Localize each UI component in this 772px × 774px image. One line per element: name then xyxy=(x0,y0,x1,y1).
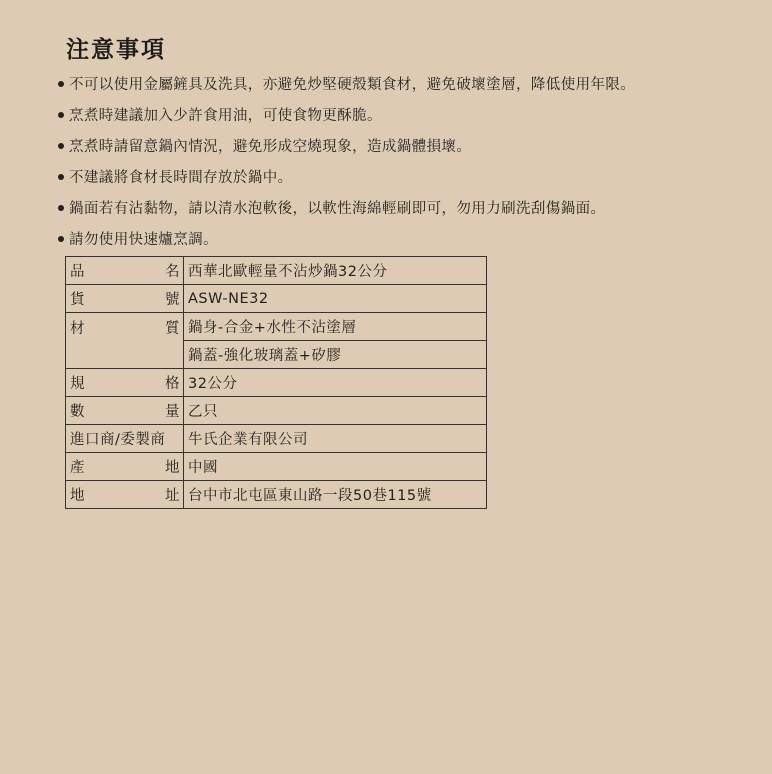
spec-value: ASW-NE32 xyxy=(184,285,487,313)
bullet-icon xyxy=(58,174,64,180)
notice-item xyxy=(55,99,635,130)
spec-value: 西華北歐輕量不沾炒鍋32公分 xyxy=(184,257,487,285)
bullet-icon xyxy=(58,205,64,211)
notice-item xyxy=(55,223,635,254)
spec-label xyxy=(66,257,184,285)
bullet-icon xyxy=(58,81,64,87)
spec-label-char: 格 xyxy=(165,376,180,392)
spec-label-char: 號 xyxy=(165,292,180,308)
notice-list xyxy=(55,68,635,254)
spec-label-char: 材 xyxy=(70,321,85,337)
spec-value: 鍋蓋-強化玻璃蓋+矽膠 xyxy=(184,341,487,369)
spec-label xyxy=(66,481,184,509)
notice-item-text: 鍋面若有沾黏物，請以清水泡軟後，以軟性海綿輕刷即可，勿用力刷洗刮傷鍋面。 xyxy=(69,201,606,217)
spec-label-char: 地 xyxy=(165,460,180,476)
spec-row-material xyxy=(66,313,487,341)
spec-label-char: 規 xyxy=(70,376,85,392)
spec-label-char: 貨 xyxy=(70,292,85,308)
spec-value: 32公分 xyxy=(184,369,487,397)
spec-label-char: 名 xyxy=(165,264,180,280)
spec-row-importer xyxy=(66,425,487,453)
spec-label xyxy=(66,313,184,369)
spec-label-char: 品 xyxy=(70,264,85,280)
spec-row-quantity xyxy=(66,397,487,425)
spec-label-char: 質 xyxy=(165,321,180,337)
notice-item xyxy=(55,161,635,192)
spec-label xyxy=(66,425,184,453)
notice-item-text: 請勿使用快速爐烹調。 xyxy=(69,232,218,248)
spec-label-char: 產 xyxy=(70,460,85,476)
spec-label-char: 數 xyxy=(70,404,85,420)
notice-item xyxy=(55,130,635,161)
spec-label xyxy=(66,369,184,397)
spec-value: 鍋身-合金+水性不沾塗層 xyxy=(184,313,487,341)
notice-item-text: 烹煮時請留意鍋內情況，避免形成空燒現象，造成鍋體損壞。 xyxy=(69,139,472,155)
spec-row-model xyxy=(66,285,487,313)
spec-value: 台中市北屯區東山路一段50巷115號 xyxy=(184,481,487,509)
spec-label-text: 進口商/委製商 xyxy=(70,432,166,448)
spec-row-origin xyxy=(66,453,487,481)
bullet-icon xyxy=(58,112,64,118)
spec-row-address xyxy=(66,481,487,509)
spec-value: 中國 xyxy=(184,453,487,481)
notice-item xyxy=(55,68,635,99)
notice-item-text: 烹煮時建議加入少許食用油，可使食物更酥脆。 xyxy=(69,108,382,124)
spec-label-char: 量 xyxy=(165,404,180,420)
spec-label-char: 址 xyxy=(165,488,180,504)
notice-item xyxy=(55,192,635,223)
spec-value: 乙只 xyxy=(184,397,487,425)
spec-row-name xyxy=(66,257,487,285)
spec-value: 牛氏企業有限公司 xyxy=(184,425,487,453)
notice-item-text: 不建議將食材長時間存放於鍋中。 xyxy=(69,170,293,186)
bullet-icon xyxy=(58,143,64,149)
spec-row-size xyxy=(66,369,487,397)
spec-label xyxy=(66,453,184,481)
spec-label xyxy=(66,285,184,313)
spec-table xyxy=(65,256,487,509)
notice-item-text: 不可以使用金屬鏟具及洗具，亦避免炒堅硬殼類食材，避免破壞塗層，降低使用年限。 xyxy=(69,77,636,93)
spec-label xyxy=(66,397,184,425)
notice-title: 注意事項 xyxy=(66,37,166,63)
bullet-icon xyxy=(58,236,64,242)
spec-label-char: 地 xyxy=(70,488,85,504)
